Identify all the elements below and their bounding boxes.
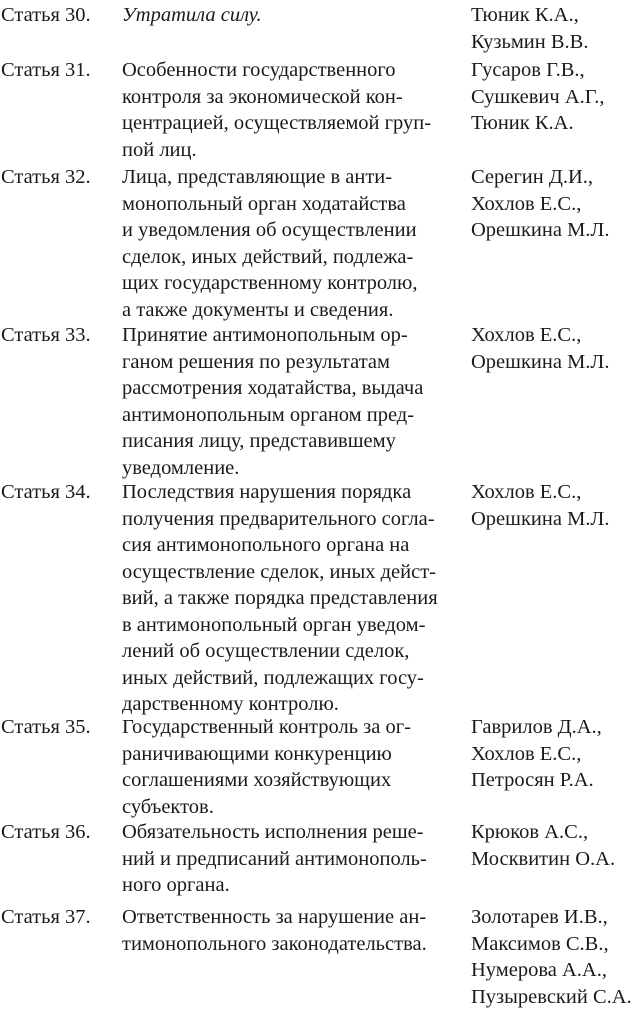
author-name: Хохлов Е.С., (471, 322, 609, 349)
article-title-line: Лица, представляющие в анти- (122, 164, 417, 191)
author-name: Москвитин О.А. (471, 846, 615, 873)
article-number: Статья 37. (1, 904, 91, 931)
article-title-line: уведомление. (122, 455, 423, 482)
article-title-line: сия антимонопольного органа на (122, 532, 438, 559)
article-title-line: дарственному контролю. (122, 691, 438, 718)
article-authors (471, 322, 609, 375)
article-number: Статья 32. (1, 164, 91, 191)
article-title-line: раничивающими конкуренцию (122, 741, 411, 768)
article-authors (471, 164, 609, 244)
article-title-line: осуществление сделок, иных дейст- (122, 559, 438, 586)
author-name: Тюник К.А., (471, 2, 588, 29)
article-authors (471, 2, 588, 55)
article-title-line: иных действий, подлежащих госу- (122, 665, 438, 692)
article-title-line: пой лиц. (122, 137, 431, 164)
article-authors (471, 819, 615, 872)
article-number: Статья 35. (1, 714, 91, 741)
article-title-line: Особенности государственного (122, 57, 431, 84)
author-name: Пузыревский С.А. (471, 984, 632, 1010)
article-title-line: вий, а также порядка представления (122, 585, 438, 612)
article-title-line: рассмотрения ходатайства, выдача (122, 375, 423, 402)
author-name: Хохлов Е.С., (471, 741, 602, 768)
author-name: Серегин Д.И., (471, 164, 609, 191)
article-title-line: антимонопольным органом пред- (122, 402, 423, 429)
author-name: Крюков А.С., (471, 819, 615, 846)
article-title-line: монопольный орган ходатайства (122, 191, 417, 218)
author-name: Орешкина М.Л. (471, 506, 609, 533)
author-name: Тюник К.А. (471, 110, 605, 137)
article-title-line: писания лицу, представившему (122, 428, 423, 455)
article-title (122, 322, 423, 481)
article-number: Статья 31. (1, 57, 91, 84)
article-title-line: Государственный контроль за ог- (122, 714, 411, 741)
article-title-line: контроля за экономической кон- (122, 84, 431, 111)
author-name: Хохлов Е.С., (471, 479, 609, 506)
article-title (122, 164, 417, 323)
article-authors (471, 479, 609, 532)
article-authors (471, 904, 632, 1010)
author-name: Сушкевич А.Г., (471, 84, 605, 111)
author-name: Петросян Р.А. (471, 767, 602, 794)
author-name: Максимов С.В., (471, 931, 632, 958)
article-title-line: в антимонопольный орган уведом- (122, 612, 438, 639)
author-name: Гаврилов Д.А., (471, 714, 602, 741)
article-title-line: центрацией, осуществляемой груп- (122, 110, 431, 137)
article-title-line: субъектов. (122, 794, 411, 821)
article-title (122, 714, 411, 820)
article-authors (471, 57, 605, 137)
article-title-line: лений об осуществлении сделок, (122, 638, 438, 665)
author-name: Орешкина М.Л. (471, 217, 609, 244)
article-title-line: ний и предписаний антимонополь- (122, 846, 427, 873)
article-title-line: щих государственному контролю, (122, 270, 417, 297)
article-title (122, 904, 427, 957)
article-title-line: а также документы и сведения. (122, 297, 417, 324)
article-title-line: Обязательность исполнения реше- (122, 819, 427, 846)
article-title-line: Ответственность за нарушение ан- (122, 904, 427, 931)
author-name: Нумерова А.А., (471, 957, 632, 984)
article-title-line: и уведомления об осуществлении (122, 217, 417, 244)
author-name: Хохлов Е.С., (471, 191, 609, 218)
article-authors (471, 714, 602, 794)
article-title-line: Принятие антимонопольным ор- (122, 322, 423, 349)
article-title-line: ного органа. (122, 872, 427, 899)
article-title (122, 57, 431, 163)
article-number: Статья 34. (1, 479, 91, 506)
article-title-line: ганом решения по результатам (122, 349, 423, 376)
article-title (122, 2, 262, 29)
article-title (122, 819, 427, 899)
article-number: Статья 36. (1, 819, 91, 846)
article-title-line: Последствия нарушения порядка (122, 479, 438, 506)
article-title-line: сделок, иных действий, подлежа- (122, 244, 417, 271)
article-title-line: Утратила силу. (122, 2, 262, 29)
article-number: Статья 33. (1, 322, 91, 349)
author-name: Орешкина М.Л. (471, 349, 609, 376)
article-title-line: получения предварительного согла- (122, 506, 438, 533)
article-title (122, 479, 438, 718)
author-name: Золотарев И.В., (471, 904, 632, 931)
author-name: Гусаров Г.В., (471, 57, 605, 84)
article-title-line: соглашениями хозяйствующих (122, 767, 411, 794)
author-name: Кузьмин В.В. (471, 29, 588, 56)
article-number: Статья 30. (1, 2, 91, 29)
article-title-line: тимонопольного законодательства. (122, 931, 427, 958)
